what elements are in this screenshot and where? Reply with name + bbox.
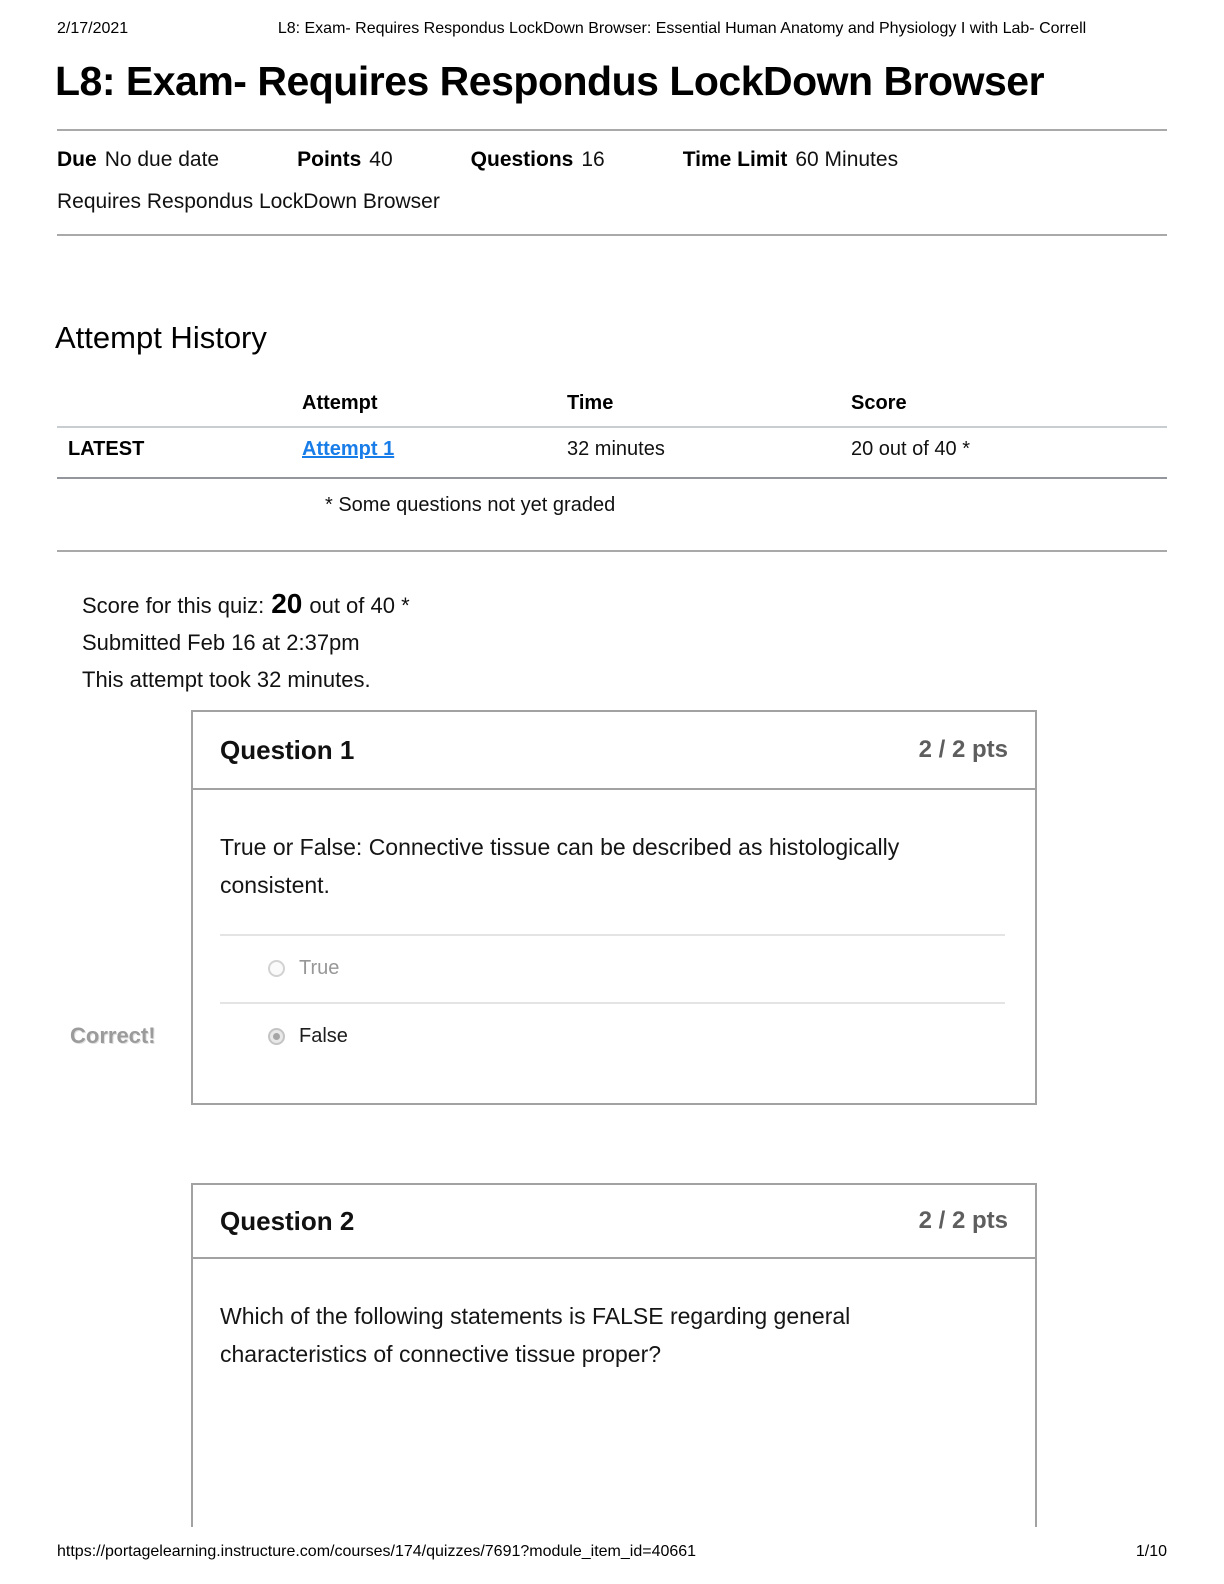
- option-true-label: True: [299, 957, 340, 979]
- meta-time-limit-label: Time Limit: [682, 148, 788, 171]
- radio-selected-icon[interactable]: [268, 1028, 285, 1045]
- option-false-label: False: [299, 1025, 348, 1047]
- question-2-header: [193, 1185, 1035, 1259]
- column-header-time: Time: [567, 392, 614, 414]
- question-1-title: Question 1: [220, 734, 355, 765]
- score-value: 20: [271, 588, 303, 619]
- grading-note: * Some questions not yet graded: [325, 494, 616, 516]
- meta-questions: [471, 148, 605, 172]
- question-1-card: [191, 710, 1037, 1105]
- meta-due: [57, 148, 219, 172]
- divider: [57, 550, 1167, 552]
- meta-due-label: Due: [57, 148, 97, 171]
- meta-time-limit-value: 60 Minutes: [795, 148, 899, 171]
- table-header-divider: [57, 426, 1167, 428]
- question-1-text: True or False: Connective tissue can be described as histologically consistent.: [220, 834, 900, 898]
- question-1-options: [220, 934, 1005, 1070]
- submitted-line: Submitted Feb 16 at 2:37pm: [82, 630, 360, 655]
- meta-points-value: 40: [369, 148, 393, 171]
- quiz-summary: [82, 585, 410, 698]
- divider: [57, 234, 1167, 236]
- correct-badge: Correct!: [70, 1023, 156, 1048]
- meta-questions-label: Questions: [470, 148, 574, 171]
- question-2-body: [193, 1259, 1035, 1373]
- question-1-body: [193, 790, 1035, 1070]
- meta-points-label: Points: [297, 148, 362, 171]
- column-header-score: Score: [851, 392, 907, 414]
- option-false[interactable]: [220, 1004, 1005, 1070]
- question-1-points: 2 / 2 pts: [918, 736, 1008, 763]
- score-prefix: Score for this quiz:: [82, 593, 265, 618]
- print-footer-page-number: 1/10: [1135, 1543, 1167, 1560]
- quiz-requirement: Requires Respondus LockDown Browser: [57, 190, 440, 213]
- print-header-date: 2/17/2021: [57, 20, 129, 37]
- divider: [57, 129, 1167, 131]
- question-1-header: [193, 712, 1035, 790]
- print-header-title: L8: Exam- Requires Respondus LockDown Browser: Essential Human Anatomy and Physiology I with Lab- Correll: [277, 20, 1087, 37]
- meta-points: [297, 148, 393, 172]
- column-header-attempt: Attempt: [302, 392, 378, 414]
- meta-due-value: No due date: [104, 148, 220, 171]
- table-bottom-divider: [57, 477, 1167, 479]
- meta-time-limit: [683, 148, 898, 172]
- page-title: L8: Exam- Requires Respondus LockDown Browser: [55, 58, 1045, 104]
- row-time: 32 minutes: [567, 438, 665, 460]
- quiz-meta-row: [57, 148, 898, 172]
- attempt-history-heading: Attempt History: [55, 320, 267, 355]
- row-score: 20 out of 40 *: [851, 438, 970, 460]
- question-2-title: Question 2: [220, 1205, 355, 1236]
- duration-line: This attempt took 32 minutes.: [82, 667, 371, 692]
- question-2-card: [191, 1183, 1037, 1527]
- row-label-latest: LATEST: [68, 438, 145, 460]
- score-suffix: out of 40 *: [309, 593, 410, 618]
- option-true[interactable]: [220, 936, 1005, 1002]
- question-2-points: 2 / 2 pts: [918, 1207, 1008, 1234]
- print-footer-url: https://portagelearning.instructure.com/courses/174/quizzes/7691?module_item_id=40661: [57, 1543, 697, 1560]
- question-2-text: Which of the following statements is FALSE regarding general characteristics of connective tissue proper?: [220, 1303, 851, 1367]
- score-line: [82, 585, 410, 624]
- attempt-1-link[interactable]: Attempt 1: [302, 438, 395, 460]
- radio-unselected-icon[interactable]: [268, 960, 285, 977]
- meta-questions-value: 16: [581, 148, 605, 171]
